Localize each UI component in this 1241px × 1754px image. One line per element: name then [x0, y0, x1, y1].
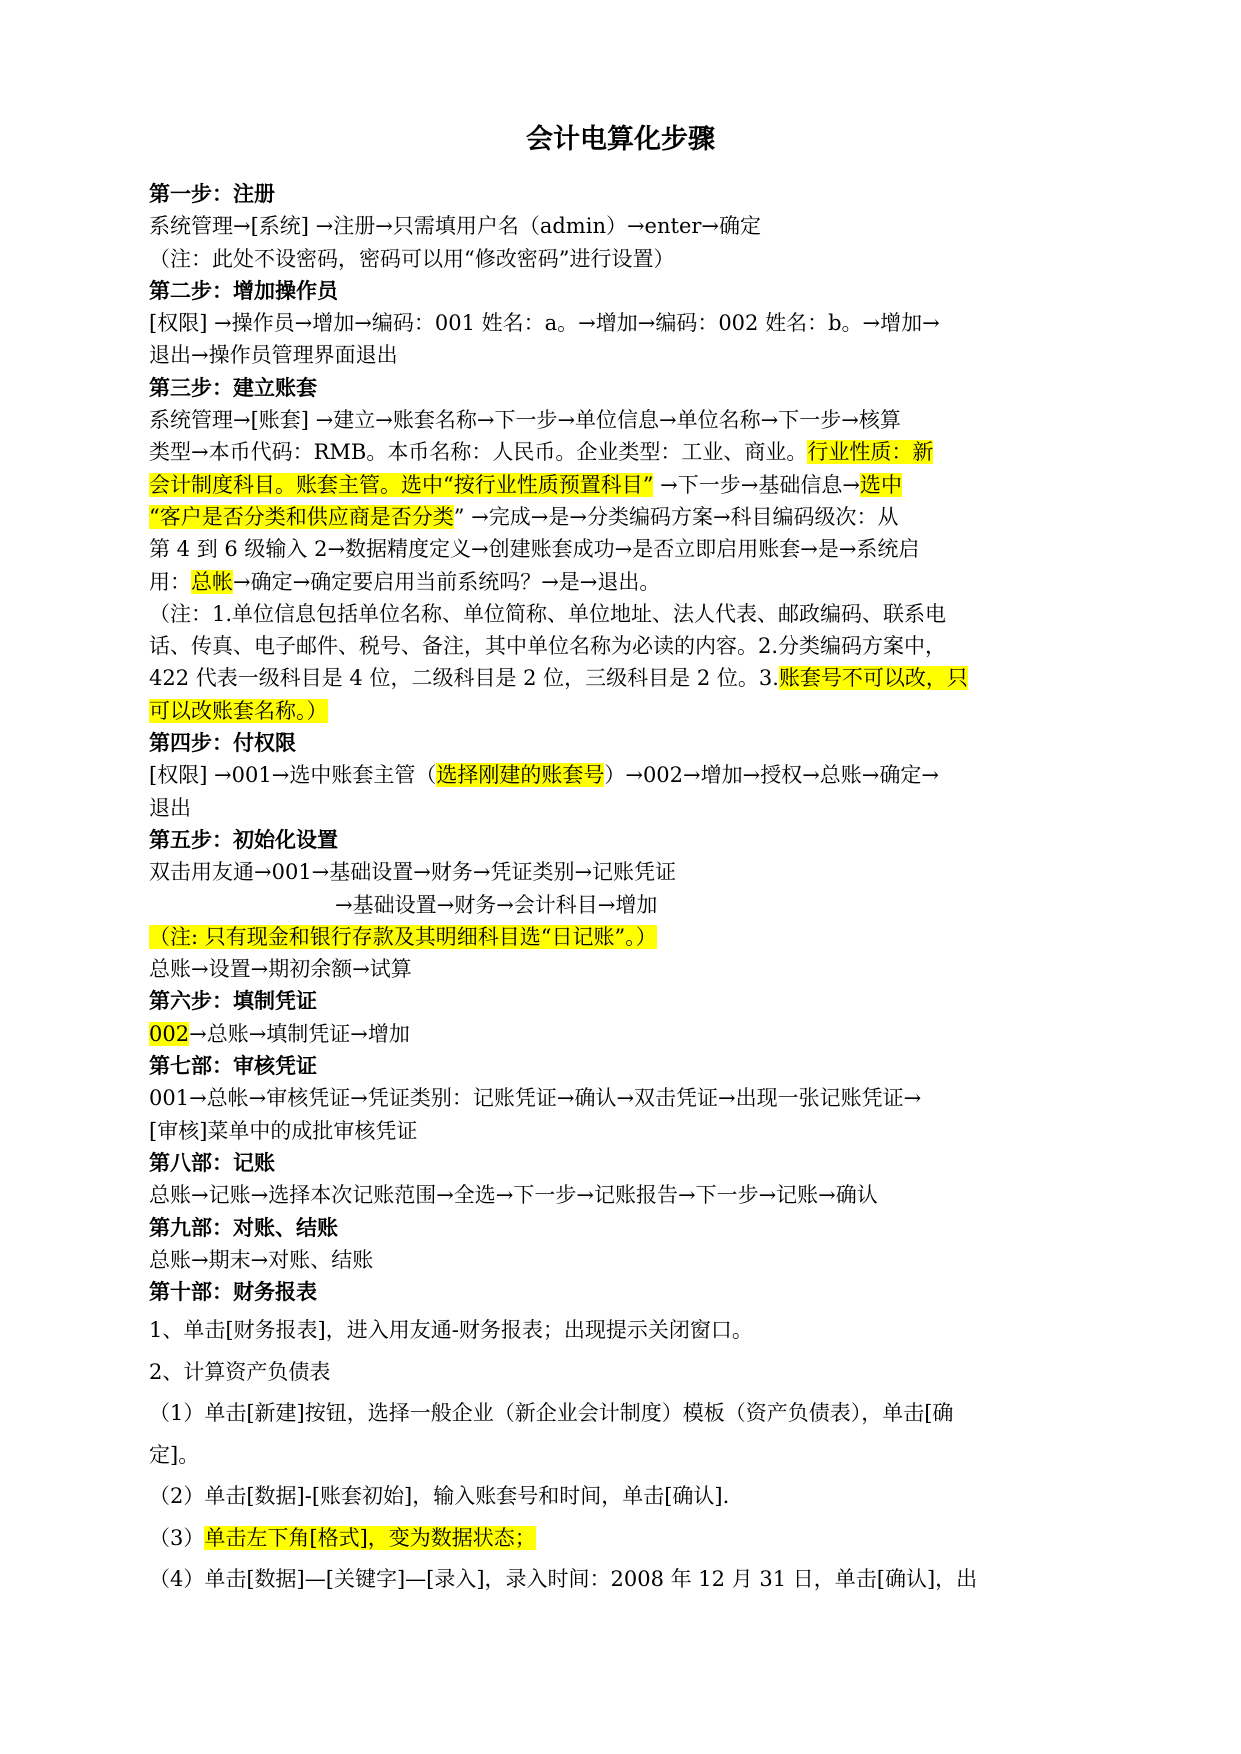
body-line: [149, 792, 1094, 824]
text-segment: →基础设置→财务→会计科目→增加: [335, 892, 658, 917]
text-segment: →总账→填制凭证→增加: [189, 1021, 410, 1046]
step-heading: [149, 275, 1094, 307]
text-segment: →确定→确定要启用当前系统吗？→是→退出。: [233, 569, 661, 594]
body-line: [149, 243, 1094, 275]
highlighted-text: 账套号不可以改，只: [778, 666, 968, 691]
body-line: [149, 307, 1094, 339]
step-heading: [149, 824, 1094, 856]
text-segment: 总账→记账→选择本次记账范围→全选→下一步→记账报告→下一步→记账→确认: [149, 1183, 878, 1208]
body-line: [149, 1115, 1094, 1147]
text-segment: 第一步：注册: [149, 182, 275, 206]
text-segment: 第十部：财务报表: [149, 1280, 317, 1305]
text-segment: 第二步：增加操作员: [149, 278, 338, 303]
list-line: [149, 1476, 1094, 1518]
text-segment: 第 4 到 6 级输入 2→数据精度定义→创建账套成功→是否立即启用账套→是→系统启: [149, 537, 920, 562]
text-segment: 422 代表一级科目是 4 位，二级科目是 2 位，三级科目是 2 位。3.: [149, 666, 779, 691]
highlighted-text: 可以改账套名称。）: [149, 698, 328, 723]
text-segment: （3）: [149, 1525, 205, 1550]
highlighted-text: 会计制度科目。账套主管。选中“按行业性质预置科目”: [149, 472, 654, 497]
text-segment: 第六步：填制凭证: [149, 989, 317, 1014]
highlighted-text: （注: 只有现金和银行存款及其明细科目选“日记账”。）: [149, 924, 657, 949]
text-segment: （4）单击[数据]—[关键字]—[录入]，录入时间：2008 年 12 月 31 日，单击[确认]，出: [149, 1567, 978, 1591]
highlighted-text: 单击左下角[格式]，变为数据状态；: [204, 1525, 536, 1550]
text-segment: （注：此处不设密码，密码可以用“修改密码”进行设置）: [149, 246, 675, 271]
body-line: [149, 566, 1094, 598]
highlighted-text: 总帐: [191, 569, 233, 594]
step-heading: [149, 178, 1094, 210]
text-segment: （2）单击[数据]-[账套初始]，输入账套号和时间，单击[确认].: [149, 1484, 730, 1508]
body-line: [149, 501, 1094, 533]
text-segment: 系统管理→[系统] →注册→只需填用户名（admin）→enter→确定: [149, 214, 762, 239]
body-line: [149, 856, 1094, 888]
body-line: [149, 759, 1094, 791]
step-heading: [149, 727, 1094, 759]
body-line: [149, 953, 1094, 985]
body-line: [149, 533, 1094, 565]
step-heading: [149, 372, 1094, 404]
text-segment: ）→002→增加→授权→总账→确定→: [604, 763, 939, 788]
text-segment: 话、传真、电子邮件、税号、备注，其中单位名称为必读的内容。2.分类编码方案中，: [149, 634, 947, 659]
text-segment: 双击用友通→001→基础设置→财务→凭证类别→记账凭证: [149, 860, 677, 885]
text-segment: 退出→操作员管理界面退出: [149, 343, 398, 368]
body-line: [149, 921, 1094, 953]
body-line: [149, 1018, 1094, 1050]
body-line: [149, 1244, 1094, 1276]
body-line: [149, 630, 1094, 662]
step-heading: [149, 1147, 1094, 1179]
text-segment: 定]。: [149, 1442, 200, 1467]
text-segment: （注：1.单位信息包括单位名称、单位简称、单位地址、法人代表、邮政编码、联系电: [149, 601, 947, 626]
list-line: [149, 1559, 1094, 1601]
body-line: [149, 1082, 1094, 1114]
text-segment: 第七部：审核凭证: [149, 1054, 317, 1079]
body-line: [149, 436, 1094, 468]
text-segment: 第五步：初始化设置: [149, 827, 338, 852]
report-steps-list: [149, 1310, 1094, 1601]
text-segment: （1）单击[新建]按钮，选择一般企业（新企业会计制度）模板（资产负债表），单击[确: [149, 1401, 954, 1425]
text-segment: 第四步：付权限: [149, 731, 296, 756]
text-segment: 第九部：对账、结账: [149, 1215, 338, 1240]
text-segment: [权限] →001→选中账套主管（: [149, 763, 437, 788]
body-line: [149, 695, 1094, 727]
highlighted-text: 选中: [859, 472, 902, 497]
highlighted-text: 行业性质：新: [807, 440, 934, 465]
step-heading: [149, 1050, 1094, 1082]
list-line: [149, 1435, 1094, 1477]
step-heading: [149, 1276, 1094, 1308]
document-body: [149, 178, 1094, 1308]
body-line: [149, 339, 1094, 371]
text-segment: ” →完成→是→分类编码方案→科目编码级次：从: [453, 504, 899, 529]
text-segment: 用：: [149, 569, 191, 594]
text-segment: 总账→设置→期初余额→试算: [149, 957, 412, 982]
body-line: [149, 404, 1094, 436]
text-segment: 第三步：建立账套: [149, 375, 317, 400]
highlighted-text: “客户是否分类和供应商是否分类: [149, 504, 454, 529]
body-line: [149, 889, 1094, 921]
list-line: [149, 1393, 1094, 1435]
body-line: [149, 598, 1094, 630]
body-line: [149, 662, 1094, 694]
text-segment: 001→总帐→审核凭证→凭证类别：记账凭证→确认→双击凭证→出现一张记账凭证→: [149, 1086, 922, 1111]
highlighted-text: 选择刚建的账套号: [436, 763, 605, 788]
step-heading: [149, 1212, 1094, 1244]
text-segment: 类型→本币代码：RMB。本币名称：人民币。企业类型：工业、商业。: [149, 440, 808, 465]
text-segment: [权限] →操作员→增加→编码：001 姓名：a。→增加→编码：002 姓名：b。→增加→: [149, 311, 940, 336]
text-segment: 退出: [149, 795, 191, 820]
highlighted-text: 002: [149, 1021, 190, 1046]
text-segment: 1、单击[财务报表]，进入用友通-财务报表；出现提示关闭窗口。: [149, 1318, 753, 1342]
list-line: [149, 1518, 1094, 1560]
list-line: [149, 1352, 1094, 1394]
text-segment: 系统管理→[账套] →建立→账套名称→下一步→单位信息→单位名称→下一步→核算: [149, 408, 901, 433]
list-line: [149, 1310, 1094, 1352]
document-title: 会计电算化步骤: [526, 124, 715, 155]
step-heading: [149, 985, 1094, 1017]
text-segment: 总账→期末→对账、结账: [149, 1247, 374, 1272]
body-line: [149, 469, 1094, 501]
text-segment: 第八部：记账: [149, 1150, 275, 1175]
text-segment: [审核]菜单中的成批审核凭证: [149, 1118, 418, 1143]
text-segment: →下一步→基础信息→: [653, 472, 860, 497]
body-line: [149, 1179, 1094, 1211]
text-segment: 2、计算资产负债表: [149, 1359, 331, 1384]
body-line: [149, 210, 1094, 242]
